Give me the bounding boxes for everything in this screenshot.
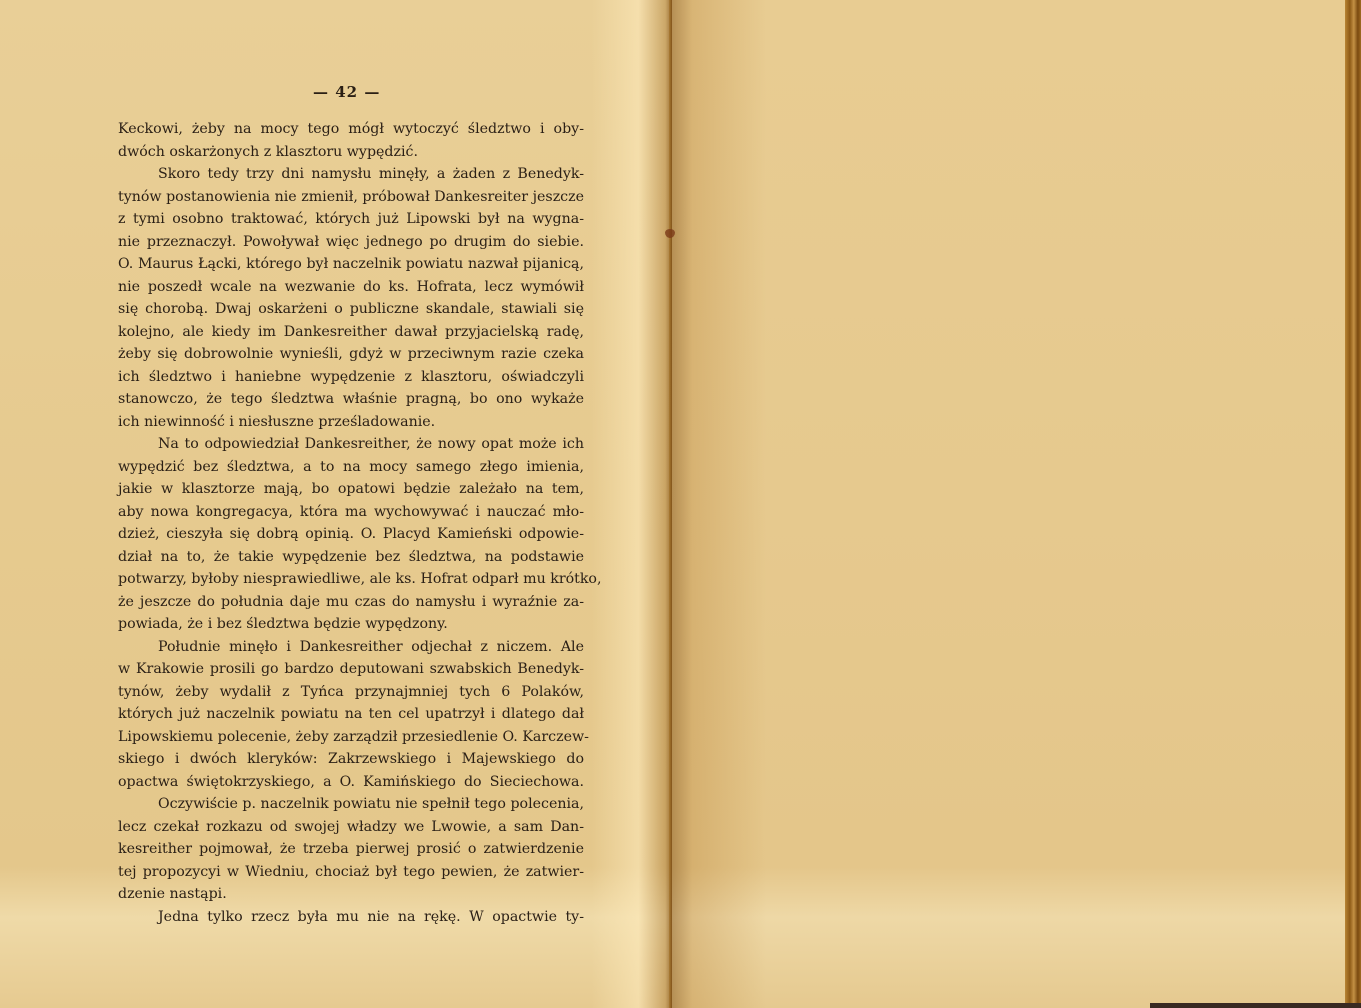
- text-line: opactwa świętokrzyskiego, a O. Kamińskiego do Sieciechowa.: [118, 773, 584, 790]
- text-line: których już naczelnik powiatu na ten cel upatrzył i dlatego dał: [118, 706, 584, 722]
- text-line: z tymi osobno traktować, których już Lipowski był na wygna-: [118, 211, 584, 227]
- text-line: kolejno, ale kiedy im Dankesreither dawał przyjacielską radę,: [118, 323, 584, 340]
- text-line: stanowczo, że tego śledztwa właśnie pragną, bo ono wykaże: [118, 391, 584, 407]
- text-line: Na to odpowiedział Dankesreither, że nowy opat może ich: [158, 436, 584, 452]
- text-line: ich niewinność i niesłuszne prześladowanie.: [118, 413, 436, 430]
- book-spine: [669, 0, 672, 1008]
- text-line: powiada, że i bez śledztwa będzie wypędzony.: [118, 616, 448, 632]
- text-line: dzież, cieszyła się dobrą opinią. O. Placyd Kamieński odpowie-: [118, 526, 584, 542]
- text-line: w Krakowie prosili go bardzo deputowani szwabskich Benedyk-: [118, 661, 584, 677]
- right-page: [672, 0, 1345, 1008]
- text-line: skiego i dwóch kleryków: Zakrzewskiego i Majewskiego do: [118, 751, 584, 767]
- text-line: nie poszedł wcale na wezwanie do ks. Hofrata, lecz wymówił: [118, 278, 584, 295]
- text-line: ich śledztwo i haniebne wypędzenie z klasztoru, oświadczyli: [118, 368, 584, 385]
- text-line: Skoro tedy trzy dni namysłu minęły, a żaden z Benedyk-: [158, 166, 584, 182]
- left-page-text: [118, 118, 602, 928]
- page-edges: [1345, 0, 1361, 1008]
- text-line: aby nowa kongregacya, która ma wychowywać i nauczać mło-: [118, 503, 584, 520]
- page-number-left: — 42 —: [313, 83, 381, 101]
- text-line: tynów, żeby wydalił z Tyńca przynajmniej tych 6 Polaków,: [118, 683, 584, 700]
- text-line: dzenie nastąpi.: [118, 886, 227, 902]
- text-line: Południe minęło i Dankesreither odjechał z niczem. Ale: [158, 638, 584, 655]
- text-line: potwarzy, byłoby niesprawiedliwe, ale ks. Hofrat odparł mu krótko,: [118, 571, 602, 587]
- text-line: dwóch oskarżonych z klasztoru wypędzić.: [118, 143, 418, 160]
- text-line: tynów postanowienia nie zmienił, próbował Dankesreiter jeszcze: [118, 188, 584, 205]
- text-line: Lipowskiemu polecenie, żeby zarządził przesiedlenie O. Karczew-: [118, 728, 589, 745]
- text-line: dział na to, że takie wypędzenie bez śledztwa, na podstawie: [118, 548, 584, 565]
- text-line: Oczywiście p. naczelnik powiatu nie spełnił tego polecenia,: [158, 796, 584, 812]
- text-line: Keckowi, żeby na mocy tego mógł wytoczyć śledztwo i oby-: [118, 121, 584, 137]
- left-page: [0, 0, 672, 1008]
- text-line: kesreither pojmował, że trzeba pierwej prosić o zatwierdzenie: [118, 841, 584, 857]
- text-line: lecz czekał rozkazu od swojej władzy we Lwowie, a sam Dan-: [118, 818, 584, 835]
- text-line: jakie w klasztorze mają, bo opatowi będzie zależało na tem,: [118, 481, 584, 497]
- text-line: wypędzić bez śledztwa, a to na mocy samego złego imienia,: [118, 458, 584, 475]
- text-line: O. Maurus Łącki, którego był naczelnik powiatu nazwał pijanicą,: [118, 256, 584, 272]
- text-line: Jedna tylko rzecz była mu nie na rękę. W opactwie ty-: [158, 908, 584, 925]
- text-line: nie przeznaczył. Powoływał więc jednego po drugim do siebie.: [118, 233, 584, 250]
- text-line: się chorobą. Dwaj oskarżeni o publiczne skandale, stawiali się: [118, 301, 584, 317]
- text-line: że jeszcze do południa daje mu czas do namysłu i wyraźnie za-: [118, 593, 584, 610]
- scanner-bed-edge: [1150, 1003, 1361, 1008]
- text-line: żeby się dobrowolnie wynieśli, gdyż w przeciwnym razie czeka: [118, 346, 584, 362]
- text-line: tej propozycyi w Wiedniu, chociaż był tego pewien, że zatwier-: [118, 863, 584, 880]
